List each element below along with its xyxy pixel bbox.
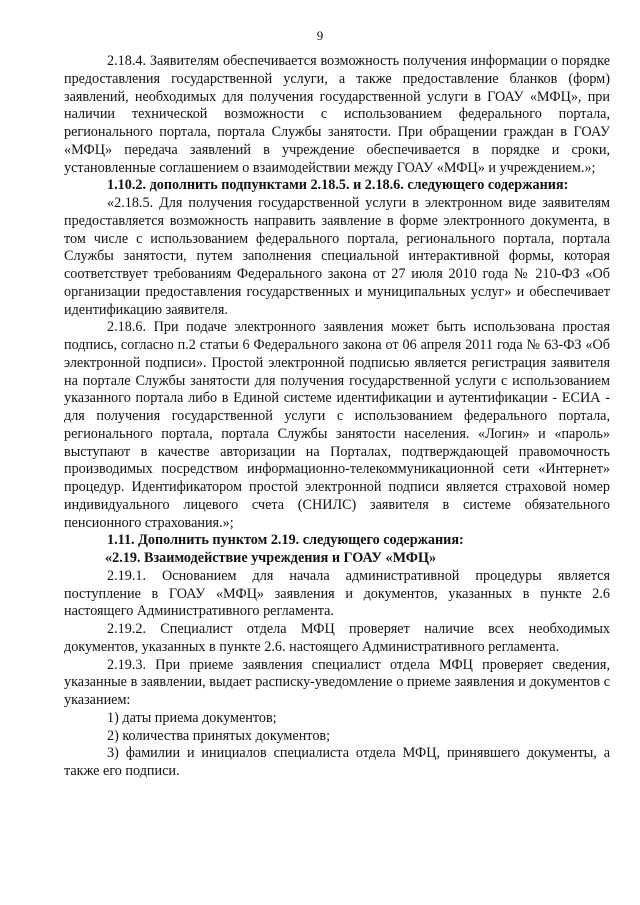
paragraph-2-19-2: 2.19.2. Специалист отдела МФЦ проверяет наличие всех необходимых документов, указанных в пункте 2.6. настоящего Административного регламента.: [64, 621, 610, 655]
paragraph-2-19-3: 2.19.3. При приеме заявления специалист отдела МФЦ проверяет сведения, указанные в заявлении, выдает расписку-уведомление о приеме заявления и документов с указанием:: [64, 656, 610, 708]
list-item-2: 2) количества принятых документов;: [107, 727, 331, 744]
list-item-3: 3) фамилии и инициалов специалиста отдела МФЦ, принявшего документы, а также его подписи.: [64, 745, 610, 779]
paragraph-2-18-5: «2.18.5. Для получения государственной услуги в электронном виде заявителям предоставляется возможность направить заявление в форме электронного документа, в том числе с использованием федерального портала, регионального портала, портала Службы занятости, путем заполнения специальной интерактивной формы, которая соответствует требованиям Федерального закона от 27 июля 2010 года № 210-ФЗ «Об организации предоставления государственных и муниципальных услуг» и обеспечивает идентификацию заявителя.: [64, 195, 610, 318]
heading-1-11: 1.11. Дополнить пунктом 2.19. следующего содержания:: [107, 532, 464, 549]
page-number: 9: [316, 28, 324, 43]
paragraph-2-19-1: 2.19.1. Основанием для начала административной процедуры является поступление в ГОАУ «МФЦ» заявления и документов, указанных в пункте 2.6 настоящего Административного регламента.: [64, 567, 610, 620]
heading-1-10-2: 1.10.2. дополнить подпунктами 2.18.5. и 2.18.6. следующего содержания:: [107, 177, 569, 194]
paragraph-2-18-6: 2.18.6. При подаче электронного заявления может быть использована простая подпись, согласно п.2 статьи 6 Федерального закона от 06 апреля 2011 года № 63-ФЗ «Об электронной подписи». Простой электронной подписью является регистрация заявителя на портале Службы занятости для получения государственной услуги с использованием указанного портала либо в Единой системе идентификации и аутентификации - ЕСИА - для получения государственной услуги с использованием федерального портала, регионального портала, портала Службы занятости населения. «Логин» и «пароль» выступают в качестве авторизации на Порталах, подтверждающей правомочность производимых посредством информационно-телекоммуникационной сети «Интернет» процедур. Идентификатором простой электронной подписи является страховой номер индивидуального лицевого счета (СНИЛС) заявителя в системе обязательного пенсионного страхования.»;: [64, 319, 610, 531]
list-item-1: 1) даты приема документов;: [107, 709, 277, 726]
paragraph-2-18-4: 2.18.4. Заявителям обеспечивается возможность получения информации о порядке предоставления государственной услуги, а также предоставление бланков (форм) заявлений, необходимых для получения государственной услуги в ГОАУ «МФЦ», при наличии технической возможности с использованием федерального портала, регионального портала, портала Службы занятости. При обращении граждан в ГОАУ «МФЦ» передача заявлений в учреждение обеспечивается в порядке и сроки, установленные соглашением о взаимодействии между ГОАУ «МФЦ» и учреждением.»;: [64, 53, 610, 176]
heading-2-19: «2.19. Взаимодействие учреждения и ГОАУ «МФЦ»: [105, 550, 437, 566]
